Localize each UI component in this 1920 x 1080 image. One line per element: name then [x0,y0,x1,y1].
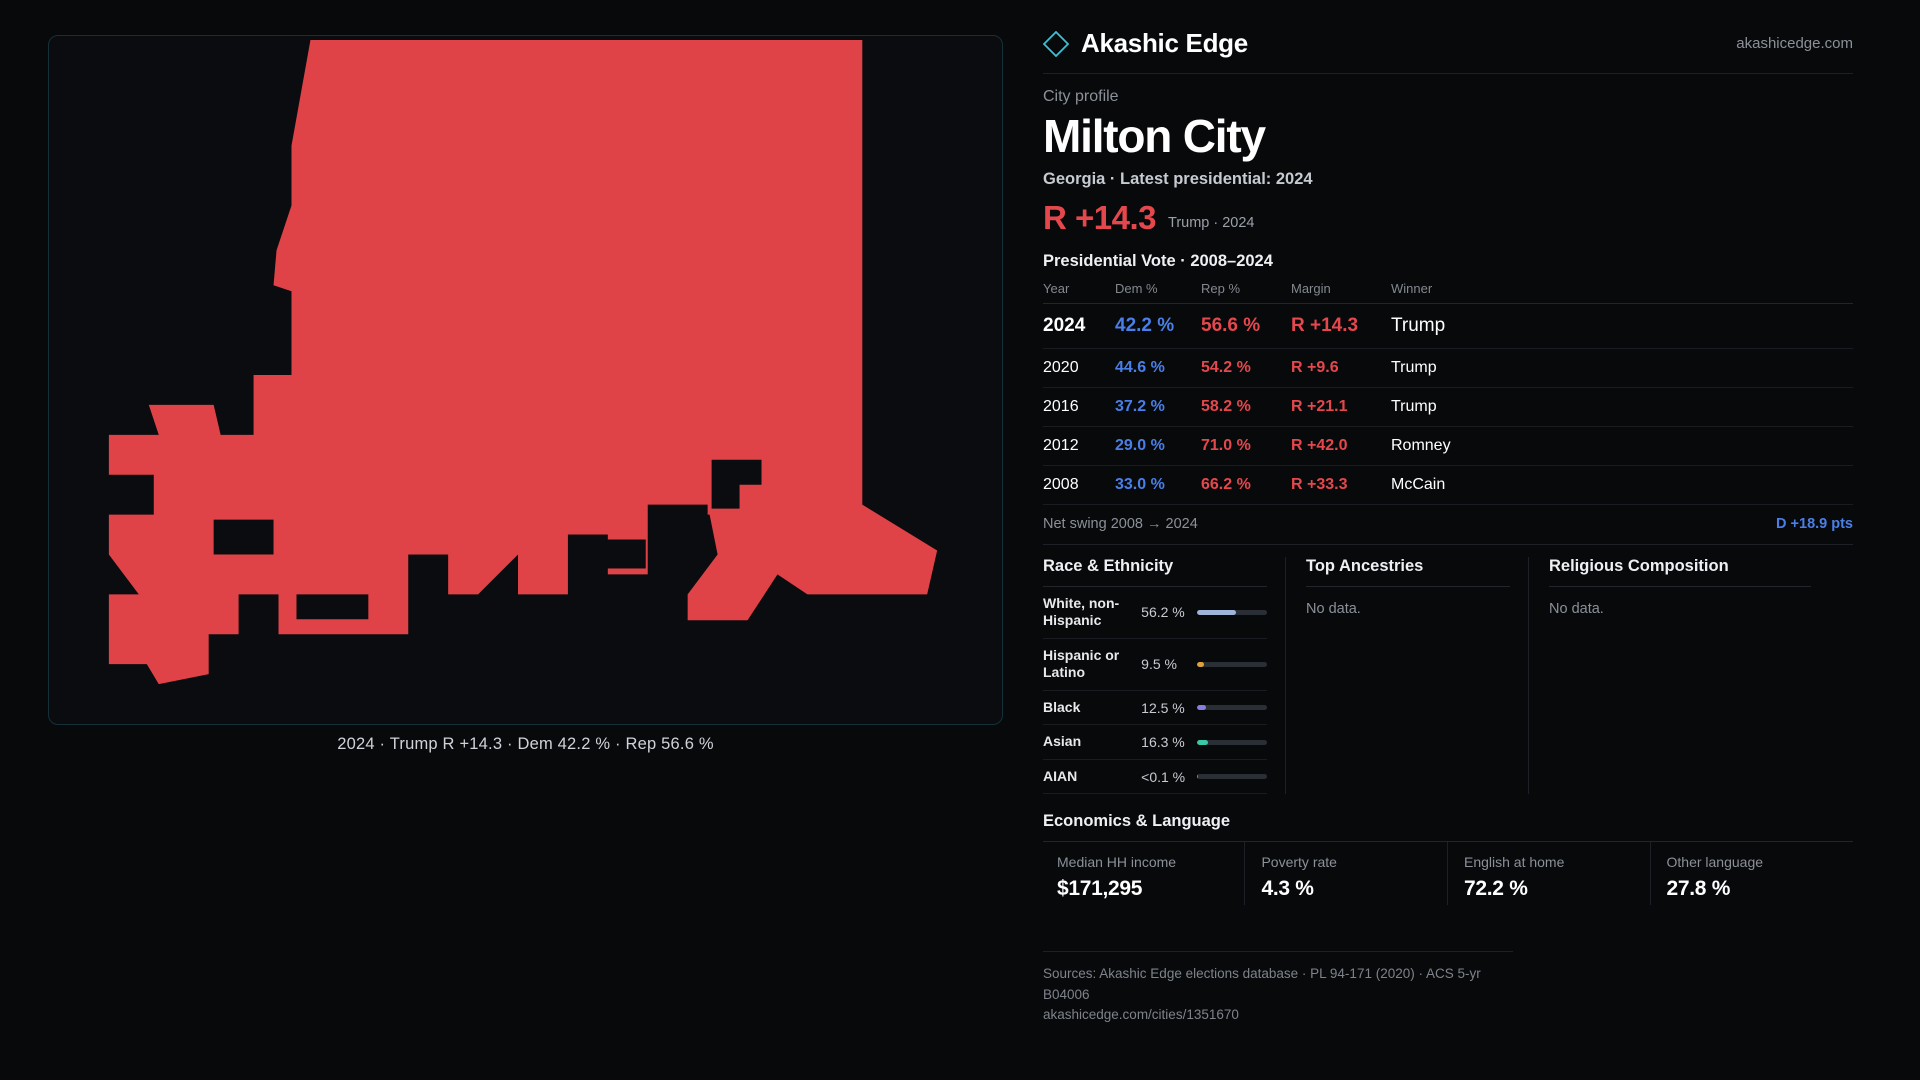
top-ancestries-column [1286,557,1529,795]
cell-winner: Romney [1391,426,1853,465]
cell-year: 2016 [1043,387,1115,426]
ancestries-empty-state: No data. [1306,600,1361,617]
race-bar [1197,610,1267,615]
margin-value: R +14.3 [1043,198,1156,236]
city-shape-svg [49,36,1002,724]
headline-margin [1043,198,1853,236]
table-row[interactable] [1043,387,1853,426]
race-label: AIAN [1043,767,1078,784]
net-swing-label: Net swing 2008 → 2024 [1043,515,1198,532]
religious-composition-title: Religious Composition [1549,557,1811,587]
metric-label: Other language [1666,854,1764,871]
cell-margin: R +21.1 [1291,387,1391,426]
race-value: 9.5 % [1141,656,1177,673]
race-value: 16.3 % [1141,734,1185,750]
table-header-row [1043,281,1853,304]
religious-composition-column [1529,557,1829,795]
detail-panel [1043,0,1920,1080]
brand-bar [1043,28,1853,74]
metric-label: Poverty rate [1261,854,1337,871]
race-label: White, non-Hispanic [1043,594,1120,629]
col-header-dem: Dem % [1115,281,1201,304]
economics-section-title: Economics & Language [1043,812,1231,831]
cell-margin: R +42.0 [1291,426,1391,465]
cell-dem: 29.0 % [1115,426,1201,465]
economics-metrics [1043,841,1853,905]
presidential-vote-table [1043,281,1853,505]
cell-year: 2020 [1043,348,1115,387]
cell-year: 2012 [1043,426,1115,465]
list-item [1043,639,1267,691]
metric-value: 27.8 % [1666,877,1731,901]
net-swing-row [1043,516,1853,545]
race-bar [1197,662,1267,667]
brand-name: Akashic Edge [1081,28,1248,58]
metric-label: English at home [1463,854,1565,871]
source-url[interactable]: akashicedge.com/cities/1351670 [1043,1006,1239,1022]
cell-margin: R +33.3 [1291,465,1391,504]
table-row[interactable] [1043,465,1853,504]
cell-winner: Trump [1391,387,1853,426]
race-label: Hispanic or Latino [1043,646,1120,681]
race-label: Asian [1043,733,1082,750]
col-header-margin: Margin [1291,281,1391,304]
diamond-outline-icon [1043,31,1069,57]
metric-label: Median HH income [1057,854,1177,871]
city-shape-inner-cut-c [604,540,646,569]
metric-english-at-home [1448,842,1651,905]
cell-dem: 42.2 % [1115,303,1201,348]
page-kicker: City profile [1043,88,1119,105]
cell-rep: 56.6 % [1201,303,1291,348]
city-boundary-shape [109,40,937,684]
city-map-frame[interactable] [48,35,1003,725]
table-row[interactable] [1043,426,1853,465]
cell-dem: 33.0 % [1115,465,1201,504]
cell-winner: McCain [1391,465,1853,504]
list-item [1043,587,1267,639]
race-value: 12.5 % [1141,699,1185,716]
metric-value: 72.2 % [1463,877,1528,901]
race-label: Black [1043,698,1081,715]
metric-value: 4.3 % [1261,877,1314,901]
cell-dem: 44.6 % [1115,348,1201,387]
cell-margin: R +14.3 [1291,303,1391,348]
cell-rep: 71.0 % [1201,426,1291,465]
net-swing-value: D +18.9 pts [1776,515,1853,532]
race-value: 56.2 % [1141,604,1185,621]
race-ethnicity-title: Race & Ethnicity [1043,557,1267,587]
metric-poverty-rate [1245,842,1448,905]
cell-rep: 66.2 % [1201,465,1291,504]
sources-block [1043,951,1513,1025]
cell-rep: 54.2 % [1201,348,1291,387]
metric-other-language [1651,842,1854,905]
list-item [1043,691,1267,726]
race-bar [1197,774,1267,779]
metric-median-hh-income [1043,842,1245,905]
table-row[interactable] [1043,303,1853,348]
table-row[interactable] [1043,348,1853,387]
top-ancestries-title: Top Ancestries [1306,557,1510,587]
cell-margin: R +9.6 [1291,348,1391,387]
page-title: Milton City [1043,110,1265,162]
cell-rep: 58.2 % [1201,387,1291,426]
cell-winner: Trump [1391,303,1853,348]
col-header-winner: Winner [1391,281,1853,304]
sources-line: Sources: Akashic Edge elections database · PL 94-171 (2020) · ACS 5-yr B04006 [1043,966,1481,1002]
city-shape-inner-cut-a [214,520,274,555]
metric-value: $171,295 [1057,877,1143,901]
col-header-year: Year [1043,281,1115,304]
race-bar [1197,705,1267,710]
list-item [1043,725,1267,760]
cell-winner: Trump [1391,348,1853,387]
cell-year: 2008 [1043,465,1115,504]
city-shape-inner-cut-b [296,594,368,619]
votes-section-title: Presidential Vote · 2008–2024 [1043,251,1273,270]
cell-dem: 37.2 % [1115,387,1201,426]
race-ethnicity-column [1043,557,1286,795]
list-item [1043,760,1267,795]
race-bar [1197,740,1267,745]
cell-year: 2024 [1043,303,1115,348]
brand-site: akashicedge.com [1736,35,1853,52]
map-caption: 2024 · Trump R +14.3 · Dem 42.2 % · Rep 56.6 % [337,735,714,753]
demographics-columns [1043,557,1853,795]
col-header-rep: Rep % [1201,281,1291,304]
margin-caption: Trump · 2024 [1168,214,1255,231]
religion-empty-state: No data. [1549,600,1604,617]
race-value: <0.1 % [1141,768,1186,785]
page-subtitle: Georgia · Latest presidential: 2024 [1043,169,1313,188]
